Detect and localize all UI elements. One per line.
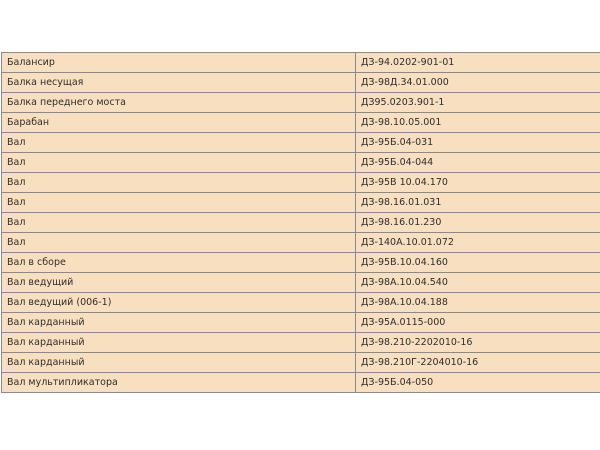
table-row [2, 73, 600, 93]
part-name-cell: Вал в сборе [2, 253, 356, 273]
part-code-cell: ДЗ-98.10.05.001 [356, 113, 600, 133]
part-name-cell: Барабан [2, 113, 356, 133]
table-row [2, 373, 600, 393]
part-name-cell: Вал [2, 213, 356, 233]
part-code-cell: ДЗ-98.210-2202010-16 [356, 333, 600, 353]
table-row [2, 253, 600, 273]
parts-table-body [2, 53, 600, 393]
part-code-cell: ДЗ95.0203.901-1 [356, 93, 600, 113]
table-row [2, 133, 600, 153]
part-name-cell: Вал карданный [2, 353, 356, 373]
table-row [2, 193, 600, 213]
table-row [2, 53, 600, 73]
table-row [2, 173, 600, 193]
part-name-cell: Вал ведущий (006-1) [2, 293, 356, 313]
part-code-cell: ДЗ-95Б.04-031 [356, 133, 600, 153]
part-name-cell: Балка переднего моста [2, 93, 356, 113]
part-code-cell: ДЗ-98.16.01.031 [356, 193, 600, 213]
table-row [2, 353, 600, 373]
part-code-cell: ДЗ-95А.0115-000 [356, 313, 600, 333]
parts-table [1, 52, 600, 393]
part-code-cell: ДЗ-95В.10.04.160 [356, 253, 600, 273]
part-name-cell: Вал [2, 133, 356, 153]
table-row [2, 313, 600, 333]
part-code-cell: ДЗ-98Д.34.01.000 [356, 73, 600, 93]
part-name-cell: Вал [2, 233, 356, 253]
part-name-cell: Вал карданный [2, 333, 356, 353]
part-code-cell: ДЗ-95Б.04-050 [356, 373, 600, 393]
table-row [2, 93, 600, 113]
part-name-cell: Балка несущая [2, 73, 356, 93]
part-code-cell: ДЗ-95Б.04-044 [356, 153, 600, 173]
table-row [2, 153, 600, 173]
table-row [2, 333, 600, 353]
part-code-cell: ДЗ-98.16.01.230 [356, 213, 600, 233]
part-code-cell: ДЗ-98.210Г-2204010-16 [356, 353, 600, 373]
part-code-cell: ДЗ-94.0202-901-01 [356, 53, 600, 73]
part-name-cell: Вал карданный [2, 313, 356, 333]
table-row [2, 233, 600, 253]
part-code-cell: ДЗ-95В 10.04.170 [356, 173, 600, 193]
part-name-cell: Балансир [2, 53, 356, 73]
table-row [2, 293, 600, 313]
part-name-cell: Вал мультипликатора [2, 373, 356, 393]
table-row [2, 273, 600, 293]
part-name-cell: Вал [2, 153, 356, 173]
part-code-cell: ДЗ-98А.10.04.188 [356, 293, 600, 313]
part-code-cell: ДЗ-98А.10.04.540 [356, 273, 600, 293]
part-name-cell: Вал [2, 173, 356, 193]
part-name-cell: Вал [2, 193, 356, 213]
table-row [2, 113, 600, 133]
part-code-cell: ДЗ-140А.10.01.072 [356, 233, 600, 253]
part-name-cell: Вал ведущий [2, 273, 356, 293]
table-row [2, 213, 600, 233]
